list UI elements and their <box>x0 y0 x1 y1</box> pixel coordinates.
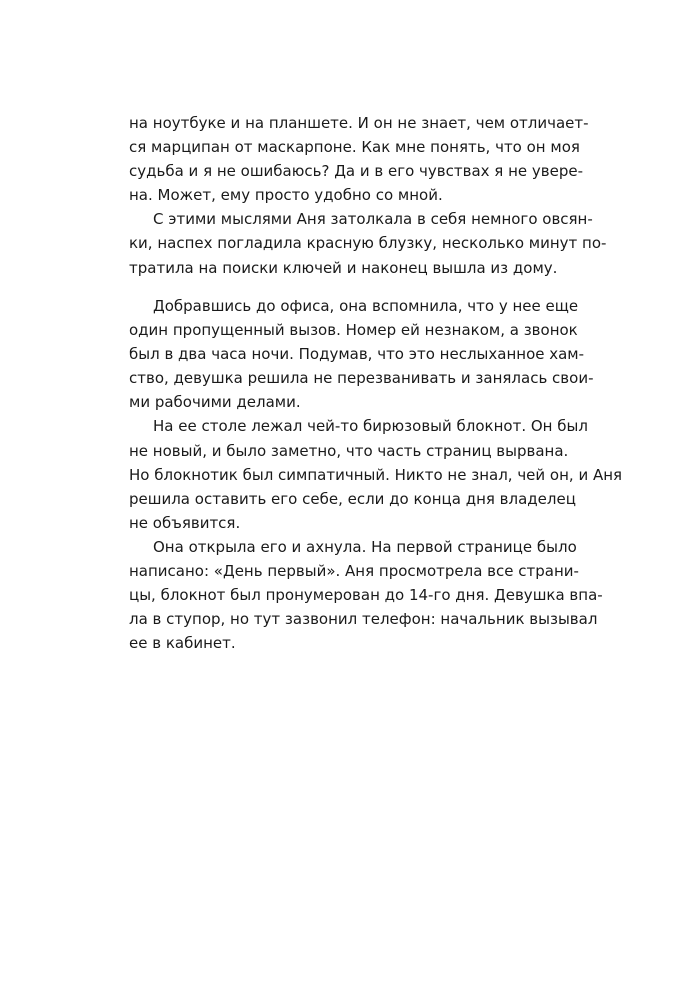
text-line: ее в кабинет. <box>129 634 236 653</box>
text-section-2 <box>129 294 623 655</box>
text-line: Но блокнотик был симпатичный. Никто не знал, чей он, и Аня <box>129 465 623 484</box>
text-line: ла в ступор, но тут зазвонил телефон: начальник вызывал <box>129 610 598 629</box>
text-line: на. Может, ему просто удобно со мной. <box>129 186 443 205</box>
text-line: на ноутбуке и на планшете. И он не знает, чем отличает- <box>129 114 589 132</box>
text-line: не объявится. <box>129 513 241 532</box>
text-section-1 <box>129 111 607 280</box>
text-line: ми рабочими делами. <box>129 393 301 412</box>
text-line: был в два часа ночи. Подумав, что это неслыханное хам- <box>129 345 585 364</box>
text-line: не новый, и было заметно, что часть страниц вырвана. <box>129 441 569 460</box>
text-line: цы, блокнот был пронумерован до 14-го дня. Девушка впа- <box>129 586 603 605</box>
text-line: С этими мыслями Аня затолкала в себя немного овсян- <box>153 210 593 229</box>
text-line: решила оставить его себе, если до конца дня владелец <box>129 489 576 508</box>
text-line: судьба и я не ошибаюсь? Да и в его чувствах я не увере- <box>129 162 583 181</box>
text-line: Она открыла его и ахнула. На первой странице было <box>153 537 577 556</box>
text-line: один пропущенный вызов. Номер ей незнаком, а звонок <box>129 321 578 340</box>
text-line: ки, наспех погладила красную блузку, несколько минут по- <box>129 234 607 253</box>
text-line: написано: «День первый». Аня просмотрела все страни- <box>129 562 579 581</box>
text-line: ся марципан от маскарпоне. Как мне понять, что он моя <box>129 138 580 157</box>
text-line: Добравшись до офиса, она вспомнила, что у нее еще <box>153 297 579 315</box>
text-line: тратила на поиски ключей и наконец вышла из дому. <box>129 258 558 277</box>
text-line: ство, девушка решила не перезванивать и занялась свои- <box>129 369 594 388</box>
text-line: На ее столе лежал чей-то бирюзовый блокнот. Он был <box>153 417 588 436</box>
